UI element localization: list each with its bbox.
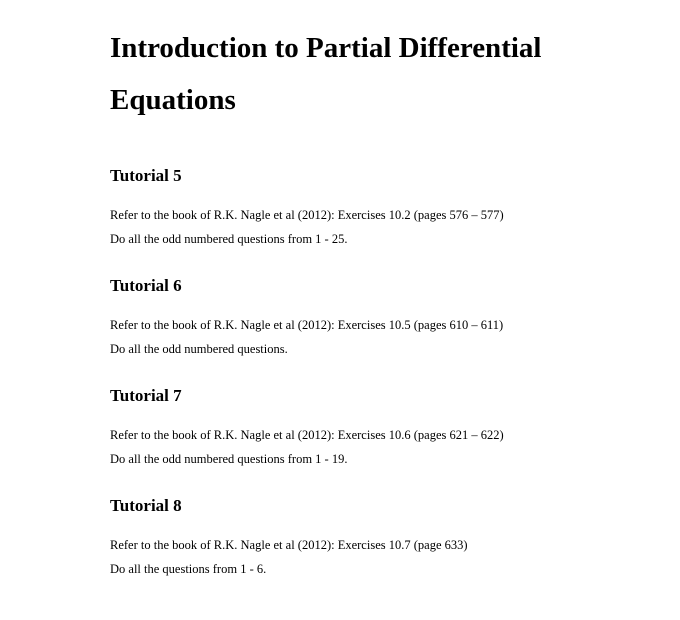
task-instruction: Do all the questions from 1 - 6. <box>110 562 267 576</box>
section-heading: Tutorial 7 <box>110 386 182 405</box>
tutorial-section <box>110 496 670 576</box>
book-reference: Refer to the book of R.K. Nagle et al (2012): Exercises 10.7 (page 633) <box>110 538 468 552</box>
tutorial-section <box>110 386 670 466</box>
section-heading: Tutorial 8 <box>110 496 182 515</box>
book-reference: Refer to the book of R.K. Nagle et al (2012): Exercises 10.5 (pages 610 – 611) <box>110 318 504 332</box>
task-instruction: Do all the odd numbered questions from 1 - 19. <box>110 452 348 466</box>
task-instruction: Do all the odd numbered questions from 1 - 25. <box>110 232 348 246</box>
page-title: Introduction to Partial Differential Equations <box>110 32 542 116</box>
book-reference: Refer to the book of R.K. Nagle et al (2012): Exercises 10.2 (pages 576 – 577) <box>110 208 504 222</box>
book-reference: Refer to the book of R.K. Nagle et al (2012): Exercises 10.6 (pages 621 – 622) <box>110 428 504 442</box>
task-instruction: Do all the odd numbered questions. <box>110 342 288 356</box>
tutorial-section <box>110 166 670 246</box>
section-heading: Tutorial 6 <box>110 276 182 295</box>
tutorial-section <box>110 276 670 356</box>
section-heading: Tutorial 5 <box>110 166 182 185</box>
